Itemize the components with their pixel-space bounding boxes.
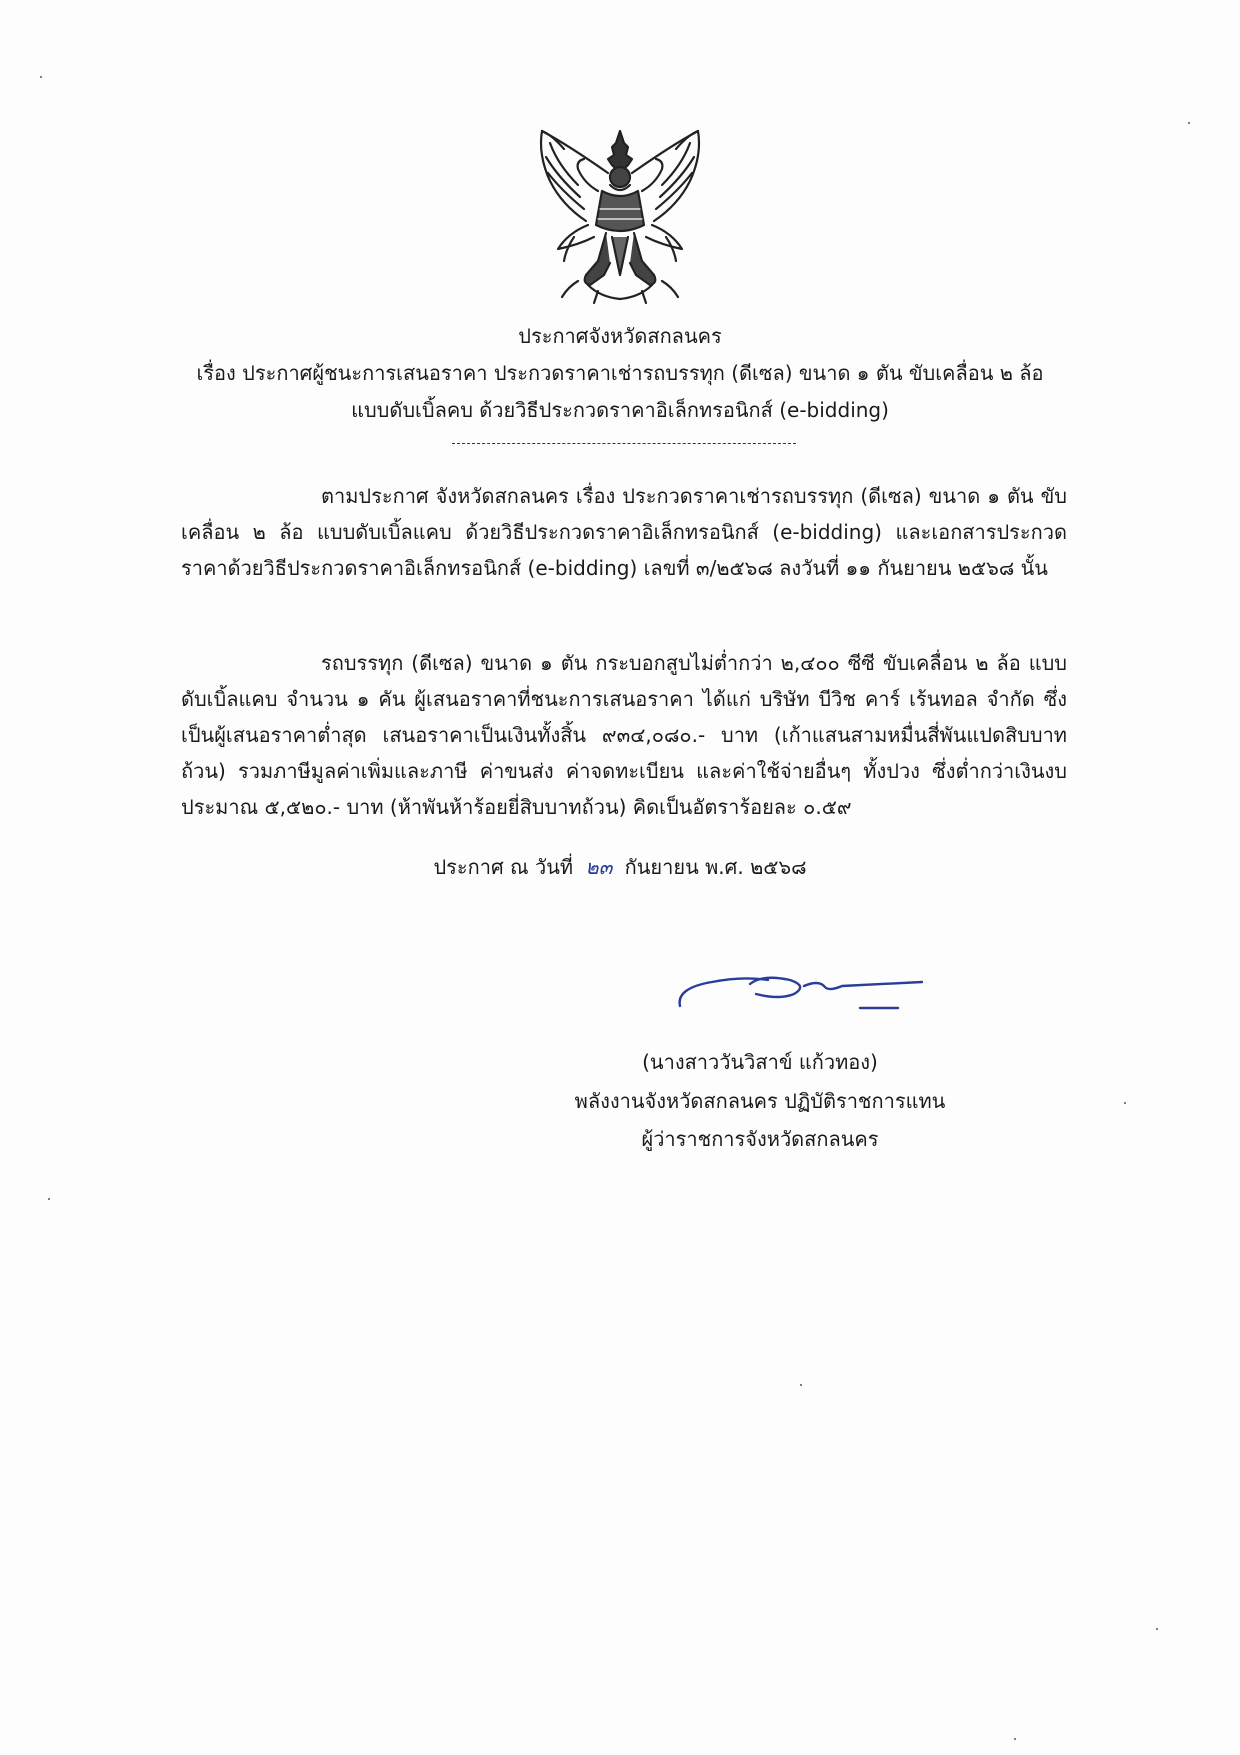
date-suffix: กันยายน พ.ศ. ๒๕๖๘ [624, 855, 807, 879]
body-paragraph-1: ตามประกาศ จังหวัดสกลนคร เรื่อง ประกวดราคาเช่ารถบรรทุก (ดีเซล) ขนาด ๑ ตัน ขับเคลื่อน ๒ ล้อ แบบดับเบิ้ลแคบ ด้วยวิธีประกวดราคาอิเล็กทรอนิกส์ (e-bidding) และเอกสารประกวดราคาด้วยวิธีประกวดราคาอิเล็กทรอนิกส์ (e-bidding) เลขที่ ๓/๒๕๖๘ ลงวันที่ ๑๑ กันยายน ๒๕๖๘ นั้น [181, 484, 1067, 580]
body-paragraph-2: รถบรรทุก (ดีเซล) ขนาด ๑ ตัน กระบอกสูบไม่ต่ำกว่า ๒,๔๐๐ ซีซี ขับเคลื่อน ๒ ล้อ แบบดับเบิ้ลแคบ จำนวน ๑ คัน ผู้เสนอราคาที่ชนะการเสนอราคา ได้แก่ บริษัท บีวิช คาร์ เร้นทอล จำกัด ซึ่งเป็นผู้เสนอราคาต่ำสุด เสนอราคาเป็นเงินทั้งสิ้น ๙๓๔,๐๘๐.- บาท (เก้าแสนสามหมื่นสี่พันแปดสิบบาทถ้วน) รวมภาษีมูลค่าเพิ่มและภาษี ค่าขนส่ง ค่าจดทะเบียน และค่าใช้จ่ายอื่นๆ ทั้งปวง ซึ่งต่ำกว่าเงินงบประมาณ ๕,๕๒๐.- บาท (ห้าพันห้าร้อยยี่สิบบาทถ้วน) คิดเป็นอัตราร้อยละ ๐.๕๙ [181, 651, 1067, 819]
announcement-title: ประกาศจังหวัดสกลนคร [518, 324, 722, 348]
subject-line-1: เรื่อง ประกาศผู้ชนะการเสนอราคา ประกวดราคาเช่ารถบรรทุก (ดีเซล) ขนาด ๑ ตัน ขับเคลื่อน ๒ ล้อ [196, 361, 1044, 385]
scan-speck [1124, 1102, 1126, 1104]
scan-speck [1156, 1628, 1158, 1630]
garuda-emblem-icon [528, 125, 712, 305]
scan-speck [800, 1384, 802, 1386]
scan-speck [1014, 1738, 1016, 1740]
heading-divider [452, 443, 796, 444]
signatory-position: พลังงานจังหวัดสกลนคร ปฏิบัติราชการแทน [574, 1089, 946, 1113]
scan-speck [40, 76, 42, 78]
signatory-name: (นางสาววันวิสาข์ แก้วทอง) [642, 1050, 878, 1074]
scan-speck [1188, 122, 1190, 124]
subject-line-2: แบบดับเบิ้ลคบ ด้วยวิธีประกวดราคาอิเล็กทรอนิกส์ (e-bidding) [351, 398, 889, 422]
announcement-date [0, 853, 1240, 881]
date-prefix: ประกาศ ณ วันที่ [433, 855, 574, 879]
signatory-office: ผู้ว่าราชการจังหวัดสกลนคร [641, 1127, 879, 1151]
handwritten-signature-icon [672, 970, 932, 1020]
handwritten-day: ๒๓ [585, 855, 613, 879]
scan-speck [48, 1198, 50, 1200]
